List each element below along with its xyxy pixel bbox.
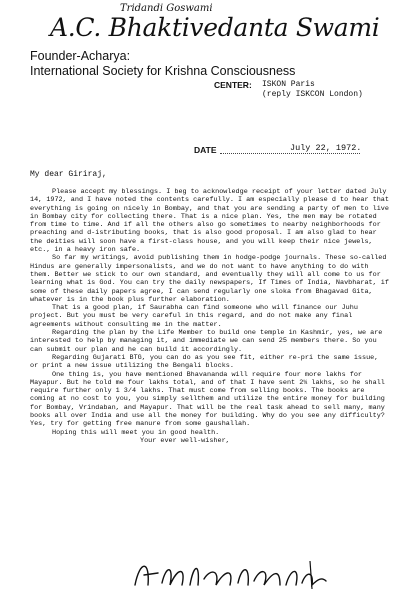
paragraph: Regarding Gujarati BTG, you can do as you see fit, either re-pri the same issue, or print a new issue utilizing the Bengali blocks. bbox=[30, 353, 383, 371]
center-value: ISKON Paris (reply ISKCON London) bbox=[262, 80, 363, 99]
closing-line: Hoping this will meet you in good health. bbox=[52, 428, 220, 437]
center-label: CENTER: bbox=[214, 80, 252, 90]
date-dotted-line bbox=[220, 153, 360, 154]
letterhead-founder: Founder-Acharya: bbox=[30, 49, 131, 63]
paragraph: One thing is, you have mentioned Bhavananda will require four more lakhs for Mayapur. But he told me four lakhs total, and of that I have sent 2¼ lakhs, so he shall require further only 1 3/4 lakhs. That must come from selling books. The books are coming at no cost to you, you simply sellthem and utilize the entire money for building for Bombay, Vrindaban, and Mayapur. That will be the real task ahead to sell many, many books all over India and use all the money for building. Why do you see any difficulty? Yes, try for getting free manure from some gaushallah. bbox=[30, 370, 389, 429]
letter-body bbox=[30, 188, 394, 445]
letterhead-tridandi: Tridandi Goswami bbox=[120, 3, 213, 14]
valediction: Your ever well-wisher, bbox=[140, 436, 230, 445]
date-label: DATE bbox=[194, 145, 217, 155]
handwritten-signature bbox=[130, 555, 330, 595]
salutation: My dear Giriraj, bbox=[30, 170, 107, 179]
paragraph: That is a good plan, if Saurabha can find someone who will finance our Juhu project. But you must be very careful in this regard, and do not make any final agreements without consulting me in the matter. bbox=[30, 304, 363, 329]
paragraph: Regarding the plan by the Life Member to build one temple in Kashmir, yes, we are interested to help by managing it, and immediate we can send 25 members there. So you can submit our plan and he can build it accordingly. bbox=[30, 329, 387, 354]
letterhead-name: A.C. Bhaktivedanta Swami bbox=[50, 13, 380, 42]
paragraph: So far my writings, avoid publishing them in hodge-podge journals. These so-called Hindus are generally impersonalists, and we do not want to have anything to do with them. Better we stick to our own standard, and eventually they will all come to us for learning what is God. You can try the daily newspapers, If Times of India, Navbharat, if some of these daily papers agree, I can send regularly one sloka from Bhagavad Gita, whatever is in the book plus further elaboration. bbox=[30, 254, 394, 304]
date-value: July 22, 1972. bbox=[290, 143, 362, 153]
letterhead-society: International Society for Krishna Consciousness bbox=[30, 64, 296, 78]
paragraph: Please accept my blessings. I beg to acknowledge receipt of your letter dated July 14, 1972, and I have noted the contents carefully. I am especially please d to hear that everything is going on nicely in Bombay, and that you are sending a party of men to live in Bombay city for collecting there. That is a nice plan. Yes, the men may be rotated from time to time. And if all the others also go sometimes to nearby neighborhoods for preaching and d-istributing books, that is also good proposal. I am also glad to hear the deities will soon have a first-class house, and you will keep their nice jewels, etc., in a heavy iron safe. bbox=[30, 188, 394, 255]
